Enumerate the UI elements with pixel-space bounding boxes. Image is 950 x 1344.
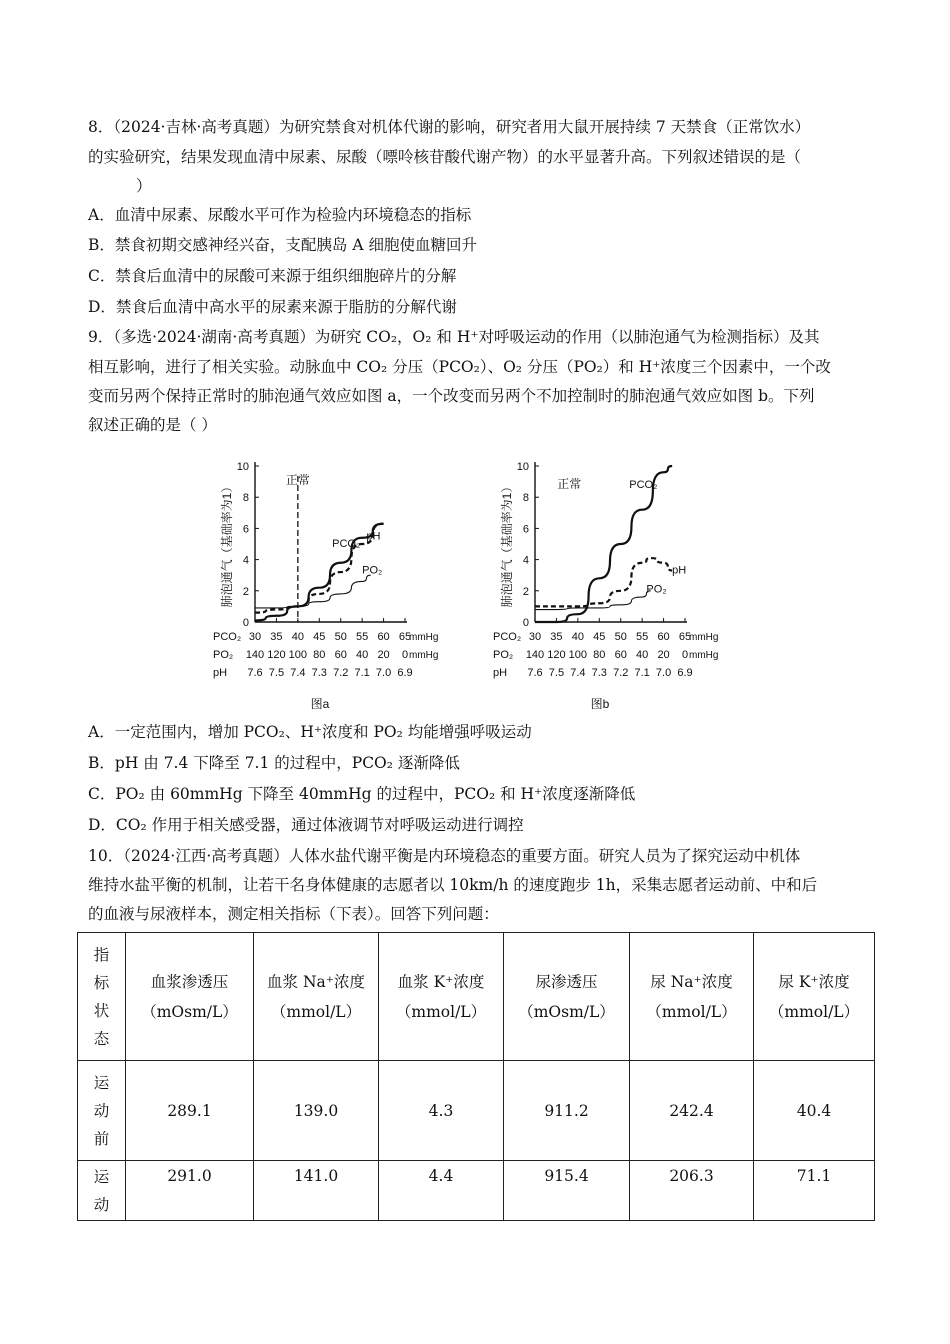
- q10-stem-line-3: 的血液与尿液样本，测定相关指标（下表）。回答下列问题：: [88, 905, 499, 923]
- x-row-label: pH: [493, 667, 508, 679]
- x-tick-label: 7.5: [268, 667, 285, 679]
- x-tick-label: 35: [270, 631, 283, 643]
- x-tick-label: 80: [313, 649, 326, 661]
- header-name: 血浆 K⁺浓度: [397, 972, 485, 991]
- x-tick-label: 7.0: [375, 667, 392, 679]
- state-char: 运: [93, 1167, 110, 1186]
- normal-annotation: 正常: [285, 473, 310, 487]
- header-plasma-osmolality: [126, 933, 254, 1061]
- table-cell: 289.1: [126, 1061, 254, 1161]
- x-tick-label: 7.1: [634, 667, 650, 679]
- q8-option-c: C．禁食后血清中的尿酸可来源于组织细胞碎片的分解: [88, 267, 457, 285]
- x-row-unit: mmHg: [409, 650, 439, 661]
- x-tick-label: 40: [291, 631, 304, 643]
- q9-option-a: A．一定范围内，增加 PCO₂、H⁺浓度和 PO₂ 均能增强呼吸运动: [88, 723, 532, 741]
- x-tick-label: 45: [593, 631, 606, 643]
- x-tick-label: 100: [568, 649, 588, 661]
- x-row-unit: mmHg: [409, 632, 439, 643]
- corner-char: 标: [93, 973, 110, 992]
- table-cell: 291.0: [126, 1161, 254, 1221]
- q9-stem-line-4: 叙述正确的是（ ）: [88, 416, 217, 434]
- header-name: 尿渗透压: [535, 972, 598, 991]
- header-unit: （mmol/L）: [646, 1002, 737, 1021]
- normal-annotation: 正常: [557, 477, 582, 491]
- table-cell: 141.0: [254, 1161, 379, 1221]
- chart-caption: 图b: [590, 697, 610, 711]
- x-tick-label: 0: [681, 649, 689, 661]
- x-tick-label: 80: [593, 649, 606, 661]
- series-label: pH: [672, 564, 687, 577]
- q9-option-d: D．CO₂ 作用于相关感受器，通过体液调节对呼吸运动进行调控: [88, 816, 524, 834]
- header-unit: （mmol/L）: [270, 1002, 362, 1021]
- x-tick-label: 7.6: [247, 667, 263, 679]
- y-tick-label: 10: [236, 461, 249, 473]
- table-cell: 242.4: [630, 1061, 754, 1161]
- x-tick-label: 30: [248, 631, 262, 643]
- q9-figure: [205, 452, 765, 718]
- q9-stem-line-2: 相互影响，进行了相关实验。动脉血中 CO₂ 分压（PCO₂）、O₂ 分压（PO₂）和 H⁺浓度三个因素中，一个改: [88, 358, 831, 376]
- x-tick-label: 20: [377, 649, 390, 661]
- x-tick-label: 40: [356, 649, 369, 661]
- x-row-label: PO₂: [213, 649, 234, 661]
- table-row: [78, 1061, 875, 1161]
- x-tick-label: 60: [377, 631, 390, 643]
- state-char: 运: [93, 1073, 110, 1092]
- y-tick-label: 0: [522, 617, 529, 629]
- table-cell: 915.4: [504, 1161, 630, 1221]
- header-name: 血浆 Na⁺浓度: [267, 972, 365, 991]
- header-urine-na: [630, 933, 754, 1061]
- q9-option-c: C．PO₂ 由 60mmHg 下降至 40mmHg 的过程中，PCO₂ 和 H⁺浓度逐渐降低: [88, 785, 636, 803]
- header-unit: （mOsm/L）: [518, 1002, 615, 1021]
- x-row-unit: mmHg: [689, 632, 719, 643]
- x-tick-label: 7.1: [354, 667, 370, 679]
- corner-char: 指: [93, 945, 110, 964]
- header-name: 血浆渗透压: [150, 972, 229, 991]
- x-tick-label: 60: [657, 631, 670, 643]
- x-tick-label: 7.0: [655, 667, 672, 679]
- x-tick-label: 55: [356, 631, 369, 643]
- x-tick-label: 40: [636, 649, 649, 661]
- x-tick-label: 7.6: [527, 667, 543, 679]
- x-tick-label: 7.2: [333, 667, 349, 679]
- x-tick-label: 50: [614, 631, 627, 643]
- x-tick-label: 7.3: [591, 667, 607, 679]
- x-tick-label: 120: [547, 649, 566, 661]
- x-row-label: PCO₂: [493, 631, 522, 643]
- table-cell: 139.0: [254, 1061, 379, 1161]
- series-label: PO₂: [646, 583, 667, 596]
- y-tick-label: 4: [522, 554, 529, 567]
- state-char: 前: [93, 1129, 110, 1148]
- q9-stem-line-3: 变而另两个保持正常时的肺泡通气效应如图 a，一个改变而另两个不加控制时的肺泡通气效应如图 b。下列: [88, 387, 815, 405]
- x-tick-label: 20: [657, 649, 670, 661]
- series-label: PCO₂: [629, 478, 658, 491]
- corner-char: 状: [93, 1001, 110, 1020]
- x-tick-label: 7.4: [570, 667, 586, 679]
- series-label: PO₂: [362, 564, 383, 577]
- x-tick-label: 65: [398, 631, 412, 643]
- x-tick-label: 40: [571, 631, 584, 643]
- header-name: 尿 Na⁺浓度: [650, 972, 733, 991]
- x-tick-label: 7.4: [290, 667, 306, 679]
- y-tick-label: 4: [242, 554, 249, 567]
- y-axis-label: 肺泡通气（基础率为1）: [220, 480, 234, 608]
- q8-stem-line-2: 的实验研究，结果发现血清中尿素、尿酸（嘌呤核苷酸代谢产物）的水平显著升高。下列叙述错误的是（: [88, 148, 802, 166]
- state-cell: [78, 1061, 126, 1161]
- x-tick-label: 100: [288, 649, 308, 661]
- table-cell: 911.2: [504, 1061, 630, 1161]
- y-tick-label: 10: [516, 461, 529, 473]
- series-label: PCO₂: [332, 538, 361, 551]
- x-tick-label: 60: [334, 649, 347, 661]
- table-cell: 40.4: [754, 1061, 875, 1161]
- table-cell: 71.1: [754, 1161, 875, 1221]
- x-tick-label: 6.9: [397, 667, 413, 679]
- header-unit: （mmol/L）: [395, 1002, 487, 1021]
- y-tick-label: 2: [522, 585, 529, 598]
- y-tick-label: 6: [242, 523, 249, 536]
- x-row-unit: mmHg: [689, 650, 719, 661]
- header-plasma-na: [254, 933, 379, 1061]
- q8-option-a: A．血清中尿素、尿酸水平可作为检验内环境稳态的指标: [88, 206, 472, 224]
- table-cell: 4.4: [379, 1161, 504, 1221]
- chart-caption: 图a: [310, 697, 330, 711]
- x-tick-label: 45: [313, 631, 326, 643]
- table-corner-cell: [78, 933, 126, 1061]
- q8-stem-line-3: ）: [136, 177, 152, 195]
- x-row-label: PCO₂: [213, 631, 242, 643]
- header-unit: （mmol/L）: [768, 1002, 860, 1021]
- q8-option-b: B．禁食初期交感神经兴奋，支配胰岛 A 细胞使血糖回升: [88, 236, 477, 254]
- x-tick-label: 140: [245, 649, 265, 661]
- header-name: 尿 K⁺浓度: [778, 972, 850, 991]
- x-tick-label: 50: [334, 631, 347, 643]
- state-char: 动: [93, 1195, 110, 1214]
- q8-option-d: D．禁食后血清中高水平的尿素来源于脂肪的分解代谢: [88, 298, 457, 316]
- x-tick-label: 0: [401, 649, 409, 661]
- header-unit: （mOsm/L）: [141, 1002, 238, 1021]
- y-tick-label: 8: [522, 492, 529, 505]
- series-line-ph: [535, 558, 672, 606]
- x-row-label: PO₂: [493, 649, 514, 661]
- y-tick-label: 6: [522, 523, 529, 536]
- q10-data-table: [77, 932, 875, 1221]
- q10-stem-line-2: 维持水盐平衡的机制，让若干名身体健康的志愿者以 10km/h 的速度跑步 1h，采集志愿者运动前、中和后: [88, 876, 818, 894]
- x-tick-label: 30: [528, 631, 542, 643]
- q9-stem-line-1: 9．（多选·2024·湖南·高考真题）为研究 CO₂，O₂ 和 H⁺对呼吸运动的作用（以肺泡通气为检测指标）及其: [88, 328, 820, 346]
- x-tick-label: 7.5: [548, 667, 565, 679]
- x-row-label: pH: [213, 667, 228, 679]
- x-tick-label: 140: [525, 649, 545, 661]
- corner-char: 态: [93, 1029, 110, 1048]
- x-tick-label: 55: [636, 631, 649, 643]
- series-line-po2: [255, 575, 371, 608]
- header-urine-osmolality: [504, 933, 630, 1061]
- table-cell: 206.3: [630, 1161, 754, 1221]
- y-axis-label: 肺泡通气（基础率为1）: [500, 480, 514, 608]
- y-tick-label: 8: [242, 492, 249, 505]
- state-char: 动: [93, 1101, 110, 1120]
- q10-stem-line-1: 10．（2024·江西·高考真题）人体水盐代谢平衡是内环境稳态的重要方面。研究人员为了探究运动中机体: [88, 847, 801, 865]
- x-tick-label: 6.9: [677, 667, 693, 679]
- q8-stem-line-1: 8．（2024·吉林·高考真题）为研究禁食对机体代谢的影响，研究者用大鼠开展持续 7 天禁食（正常饮水）: [88, 118, 811, 136]
- table-header-row: [78, 933, 875, 1061]
- y-tick-label: 2: [242, 585, 249, 598]
- q9-charts-svg: [205, 452, 765, 714]
- x-tick-label: 35: [550, 631, 563, 643]
- x-tick-label: 7.3: [311, 667, 327, 679]
- x-tick-label: 120: [267, 649, 286, 661]
- table-cell: 4.3: [379, 1061, 504, 1161]
- table-row: [78, 1161, 875, 1221]
- header-plasma-k: [379, 933, 504, 1061]
- x-tick-label: 60: [614, 649, 627, 661]
- x-tick-label: 7.2: [613, 667, 629, 679]
- x-tick-label: 65: [678, 631, 692, 643]
- series-label: pH: [366, 530, 381, 543]
- y-tick-label: 0: [242, 617, 249, 629]
- state-cell: [78, 1161, 126, 1221]
- header-urine-k: [754, 933, 875, 1061]
- q9-option-b: B．pH 由 7.4 下降至 7.1 的过程中，PCO₂ 逐渐降低: [88, 754, 460, 772]
